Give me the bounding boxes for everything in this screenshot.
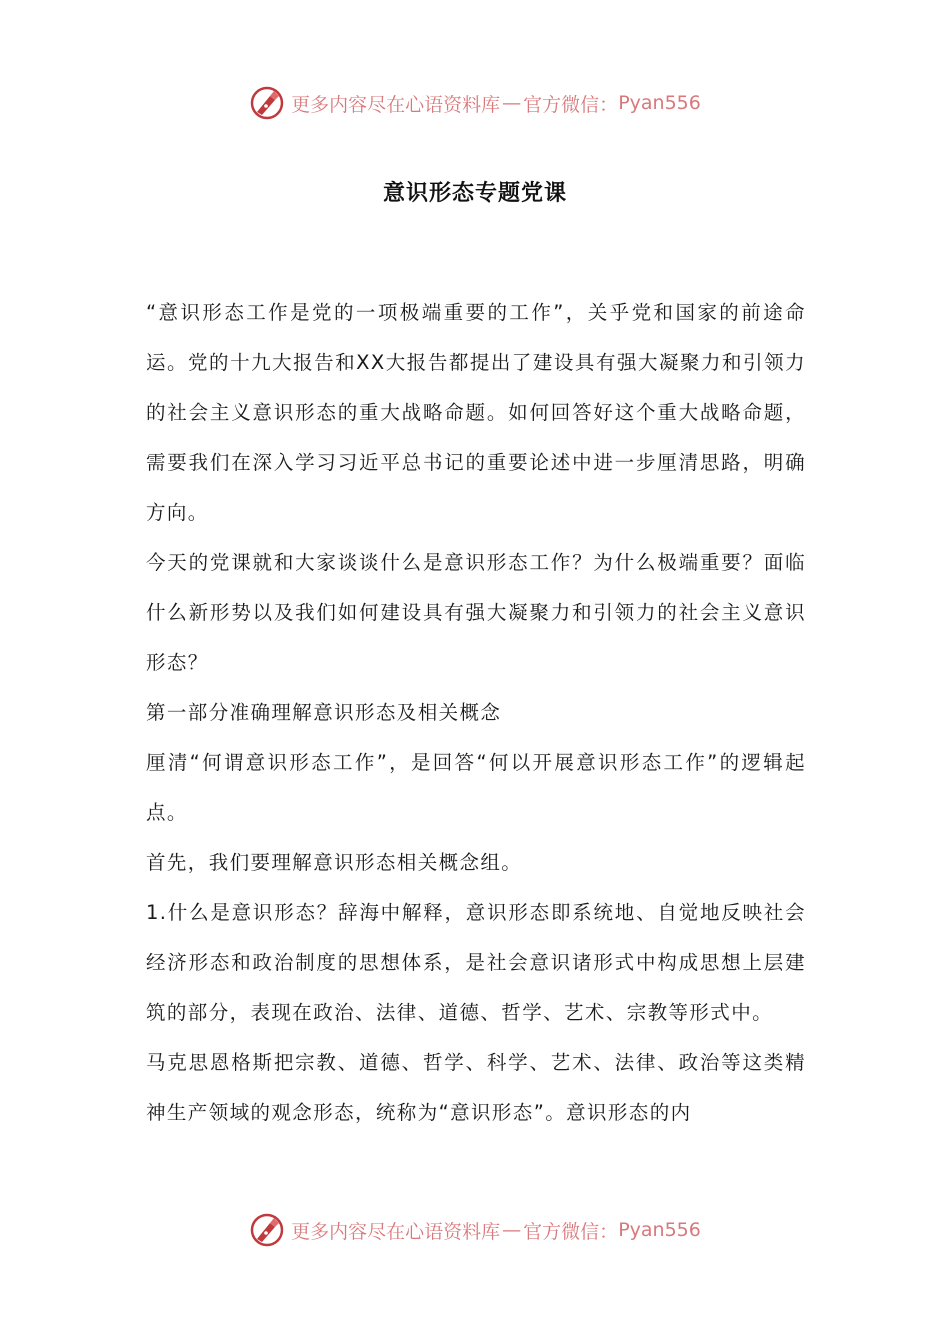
footer-banner xyxy=(0,1205,950,1255)
pen-nib-logo-icon xyxy=(249,1212,285,1248)
document-title: 意识形态专题党课 xyxy=(382,180,567,206)
header-banner xyxy=(0,78,950,128)
banner-dash: — xyxy=(502,92,522,114)
pen-nib-logo-icon xyxy=(249,85,285,121)
paragraph: 1.什么是意识形态？辞海中解释，意识形态即系统地、自觉地反映社会经济形态和政治制度的思想体系，是社会意识诸形式中构成思想上层建筑的部分，表现在政治、法律、道德、哲学、艺术、宗教等形式中。 xyxy=(146,901,806,1024)
banner-wechat-id: Pyan556 xyxy=(618,92,701,114)
paragraph: 马克思恩格斯把宗教、道德、哲学、科学、艺术、法律、政治等这类精神生产领域的观念形态，统称为“意识形态”。意识形态的内 xyxy=(146,1051,806,1124)
section-heading: 第一部分准确理解意识形态及相关概念 xyxy=(146,701,502,724)
banner-dash: — xyxy=(502,1219,522,1241)
document-body xyxy=(146,288,806,1138)
paragraph: 今天的党课就和大家谈谈什么是意识形态工作？为什么极端重要？面临什么新形势以及我们如何建设具有强大凝聚力和引领力的社会主义意识形态？ xyxy=(146,551,806,674)
banner-wechat-id: Pyan556 xyxy=(618,1219,701,1241)
banner-text: 更多内容尽在心语资料库 xyxy=(291,93,501,116)
banner-text: 更多内容尽在心语资料库 xyxy=(291,1220,501,1243)
paragraph: 首先，我们要理解意识形态相关概念组。 xyxy=(146,851,523,874)
paragraph: “意识形态工作是党的一项极端重要的工作”，关乎党和国家的前途命运。党的十九大报告和XX大报告都提出了建设具有强大凝聚力和引领力的社会主义意识形态的重大战略命题。如何回答好这个重大战略命题，需要我们在深入学习习近平总书记的重要论述中进一步厘清思路，明确方向。 xyxy=(146,301,806,524)
paragraph: 厘清“何谓意识形态工作”，是回答“何以开展意识形态工作”的逻辑起点。 xyxy=(146,751,806,824)
banner-wechat-label: 官方微信： xyxy=(523,93,619,116)
banner-wechat-label: 官方微信： xyxy=(523,1220,619,1243)
